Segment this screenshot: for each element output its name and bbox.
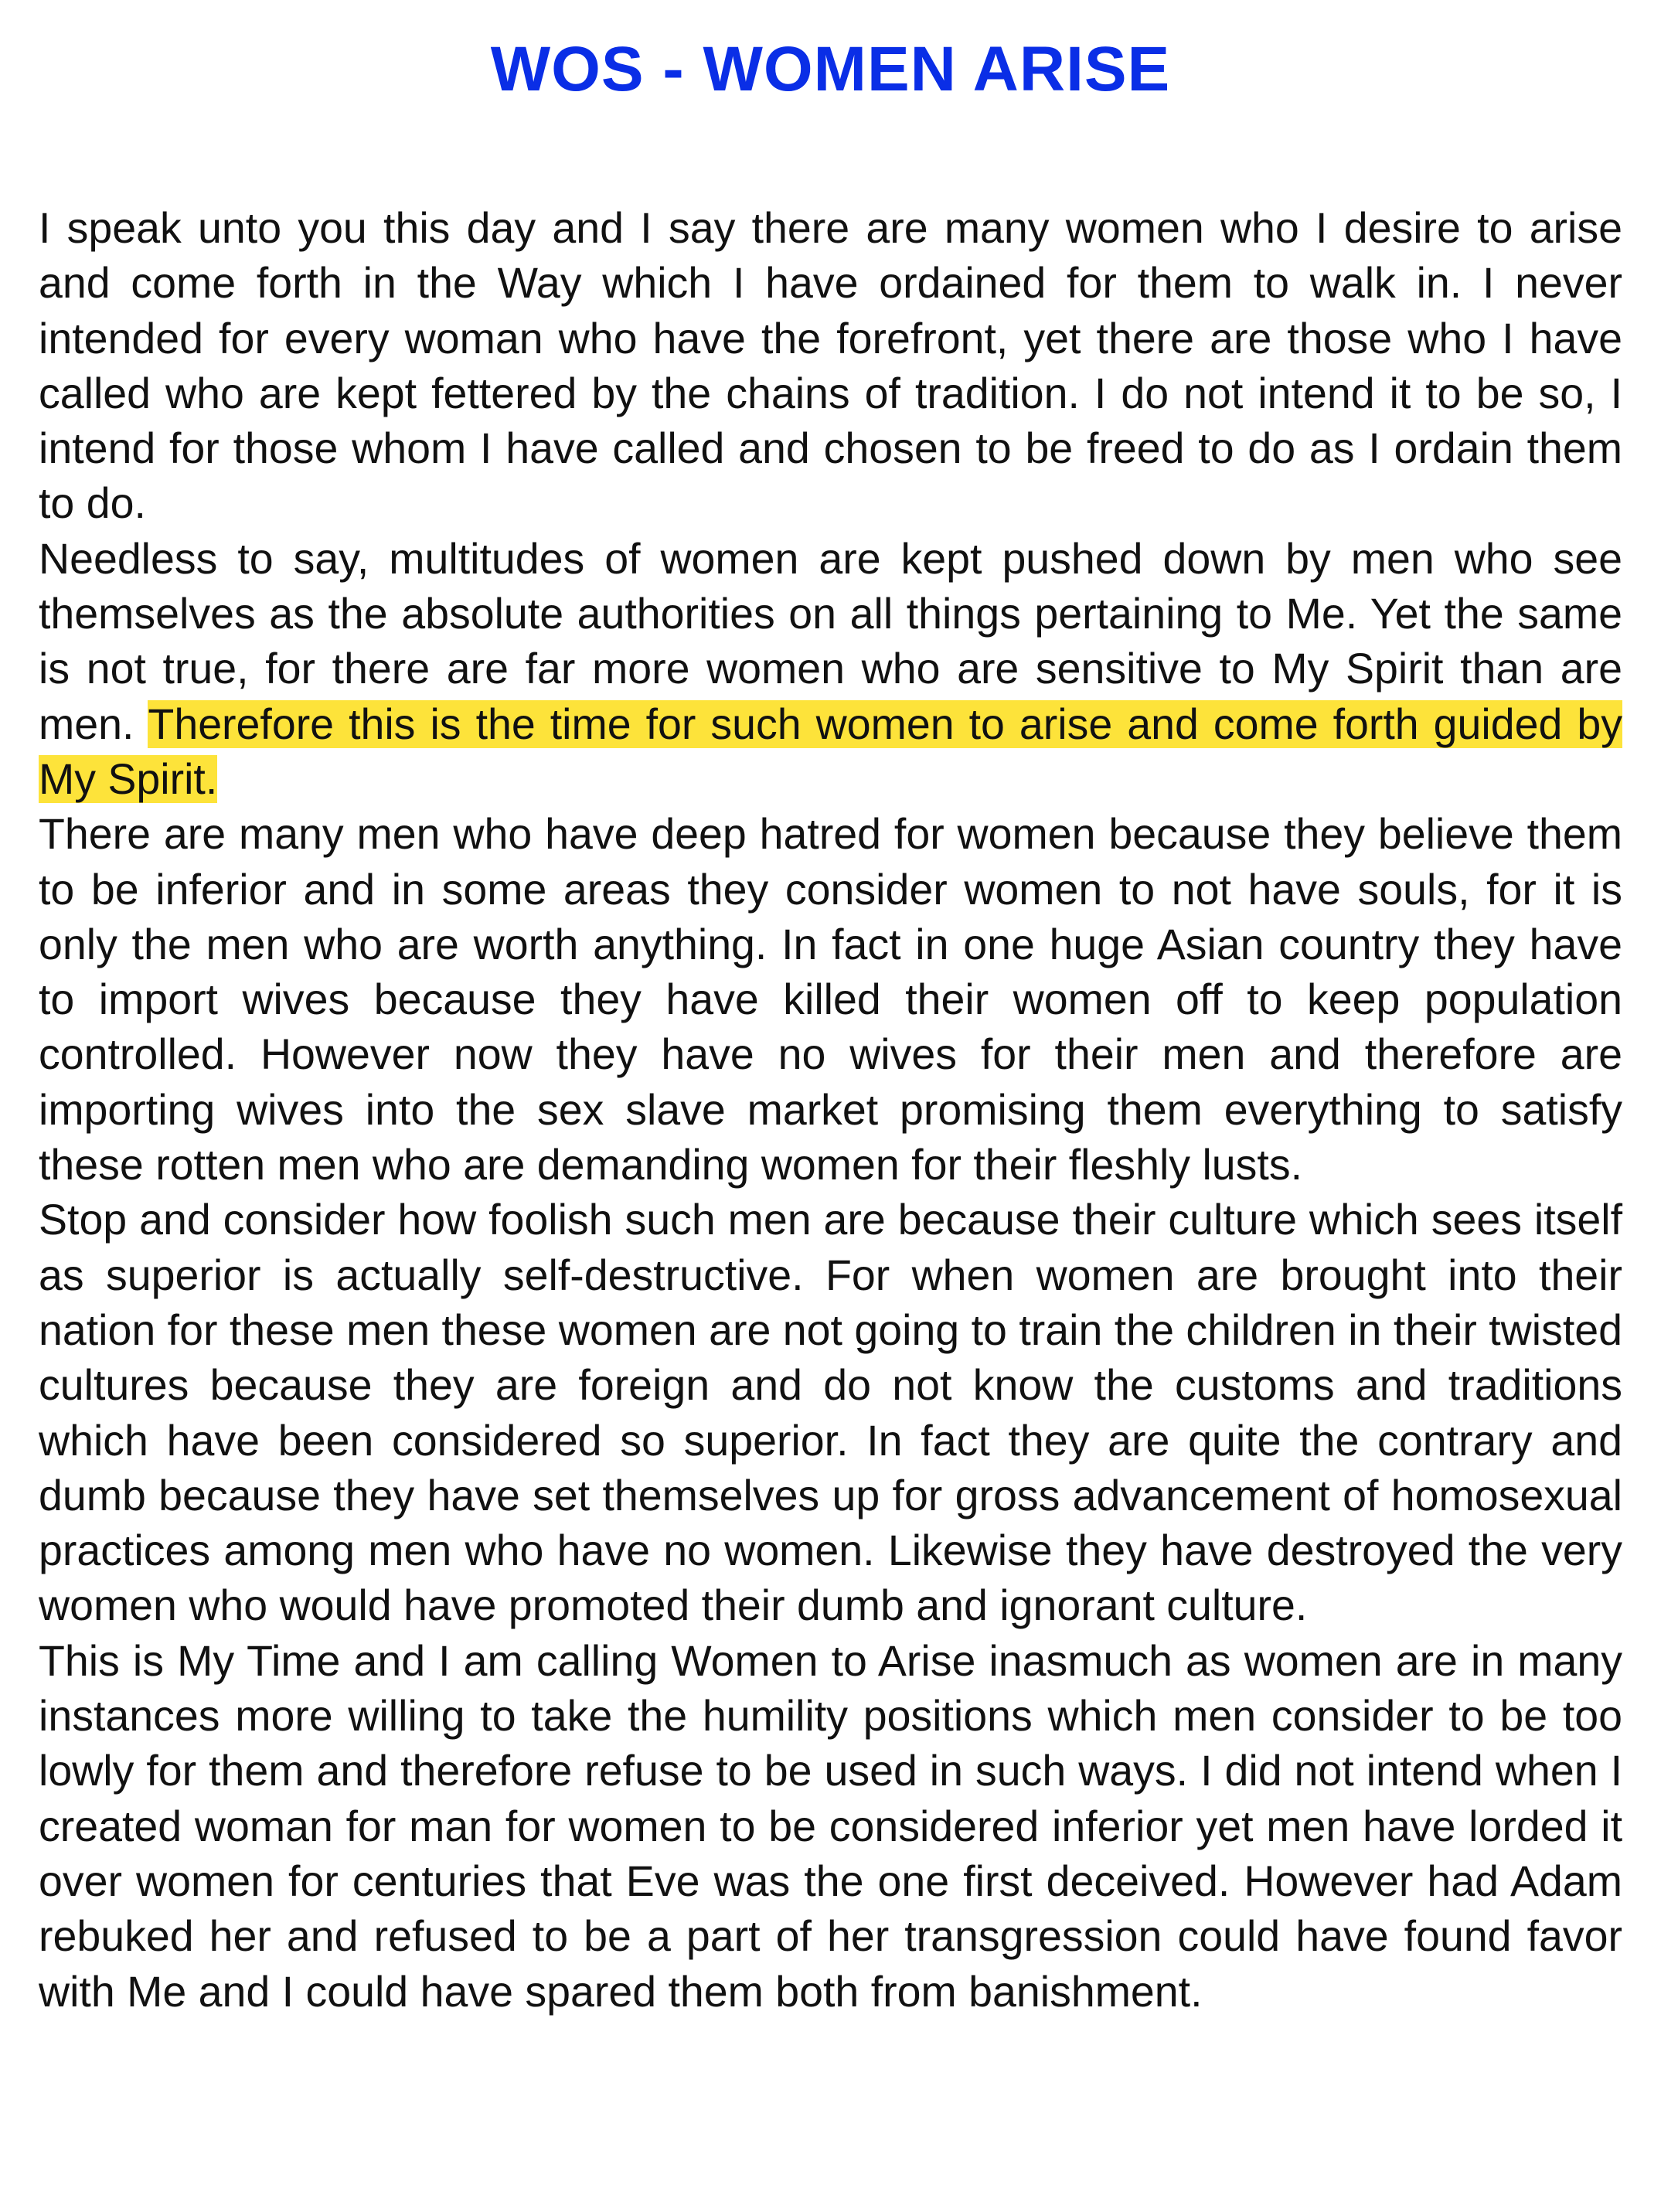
paragraph-4 [39,1193,1622,1633]
paragraph-4-text: Stop and consider how foolish such men are because their culture which sees itself as superior is actually self-destructive. For when women are brought into their nation for these men these women are not going to train the children in their twisted cultures because they are foreign and do not know the customs and traditions which have been considered so superior. In fact they are quite the contrary and dumb because they have set themselves up for gross advancement of homosexual practices among men who have no women. Likewise they have destroyed the very women who would have promoted their dumb and ignorant culture. [39,1196,1622,1630]
paragraph-2-text: Needless to say, multitudes of women are kept pushed down by men who see themselves as the absolute authorities on all things pertaining to Me. Yet the same is not true, for there are far more women who are sensitive to My Spirit than are men. [39,534,1622,748]
paragraph-1-text: I speak unto you this day and I say there are many women who I desire to arise and come forth in the Way which I have ordained for them to walk in. I never intended for every woman who have the forefront, yet there are those who I have called who are kept fettered by the chains of tradition. I do not intend it to be so, I intend for those whom I have called and chosen to be freed to do as I ordain them to do. [39,204,1622,528]
paragraph-1 [39,201,1622,532]
document-body [39,201,1622,2020]
paragraph-5 [39,1634,1622,2020]
paragraph-2 [39,532,1622,807]
highlighted-sentence: Therefore this is the time for such women to arise and come forth guided by My Spirit. [39,699,1622,803]
paragraph-5-text: This is My Time and I am calling Women to Arise inasmuch as women are in many instances more willing to take the humility positions which men consider to be too lowly for them and therefore refuse to be used in such ways. I did not intend when I created woman for man for women to be considered inferior yet men have lorded it over women for centuries that Eve was the one first deceived. However had Adam rebuked her and refused to be a part of her transgression could have found favor with Me and I could have spared them both from banishment. [39,1636,1622,2016]
paragraph-3-text: There are many men who have deep hatred for women because they believe them to be inferior and in some areas they consider women to not have souls, for it is only the men who are worth anything. In fact in one huge Asian country they have to import wives because they have killed their women off to keep population controlled. However now they have no wives for their men and therefore are importing wives into the sex slave market promising them everything to satisfy these rotten men who are demanding women for their fleshly lusts. [39,810,1622,1189]
document-title: WOS - WOMEN ARISE [490,34,1171,104]
paragraph-3 [39,807,1622,1193]
